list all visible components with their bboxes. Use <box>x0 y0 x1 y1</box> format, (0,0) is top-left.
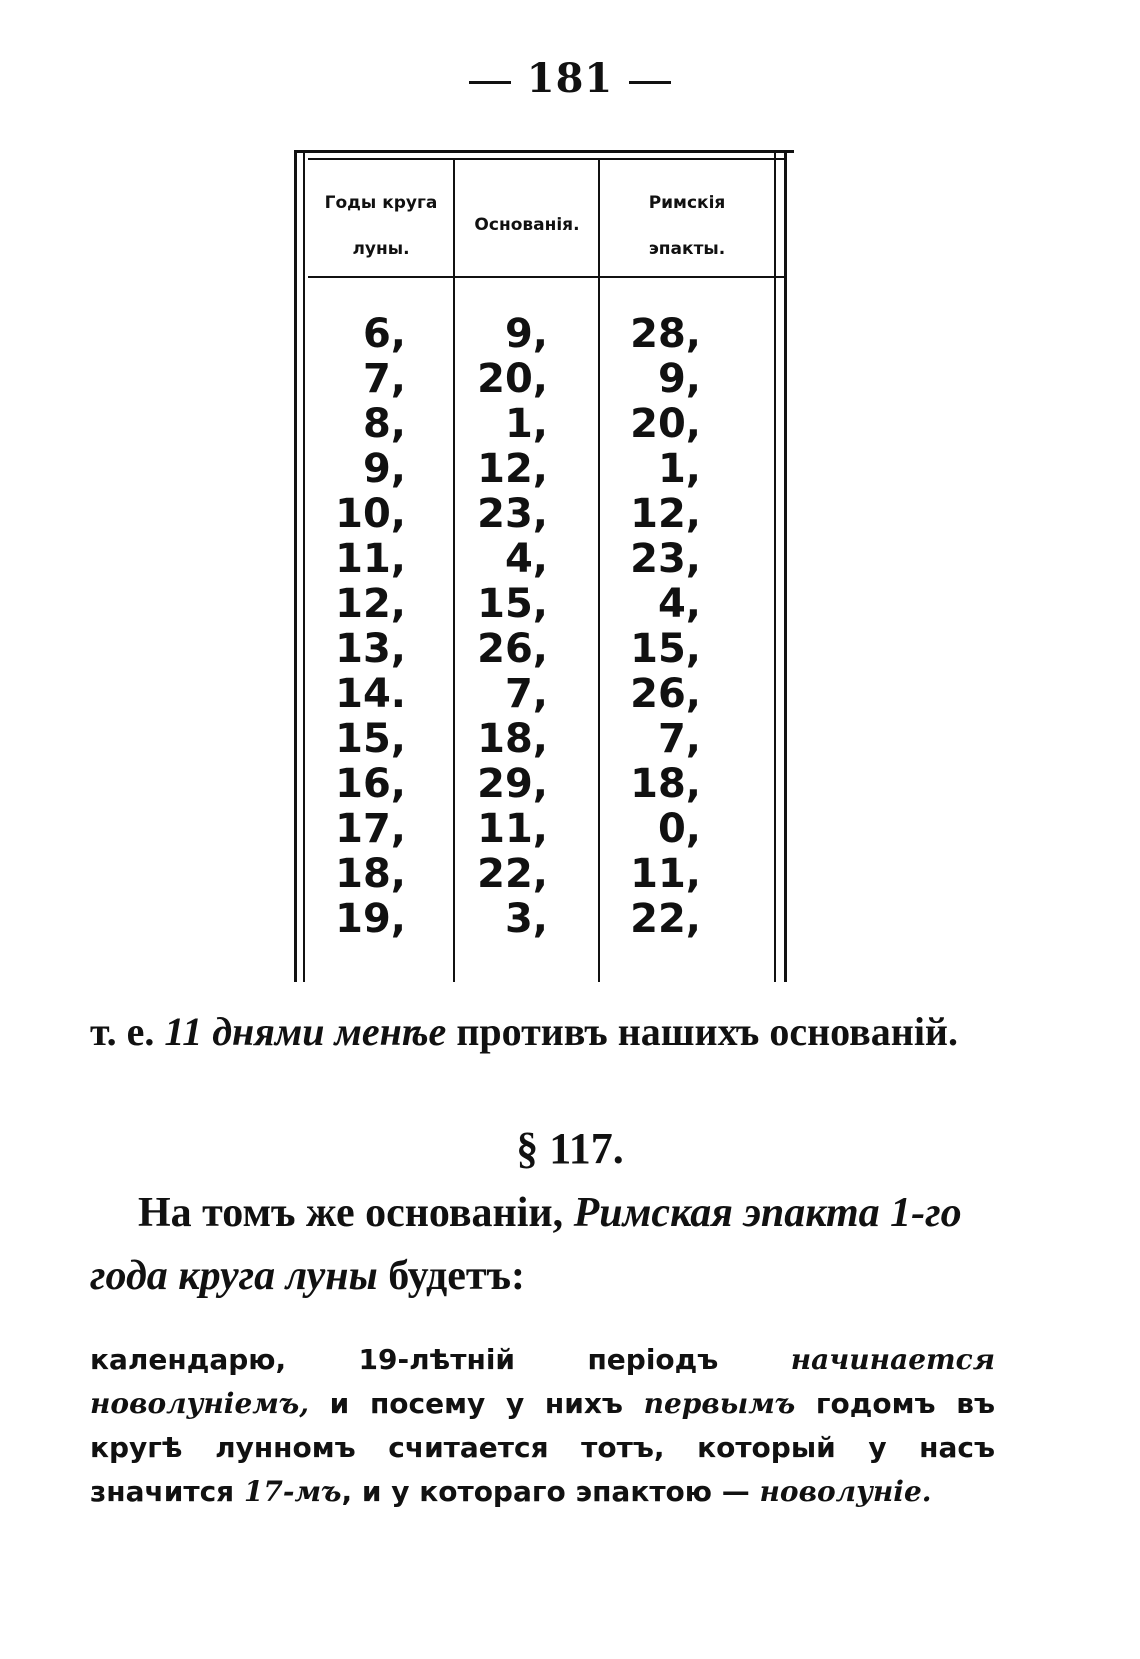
year-cell: 15, <box>335 716 406 762</box>
epact-cell: 22, <box>630 896 701 942</box>
epact-cell: 1, <box>657 446 701 492</box>
base-cell: 29, <box>477 761 548 807</box>
year-cell: 12, <box>335 581 406 627</box>
year-cell: 9, <box>362 446 406 492</box>
base-cell: 7, <box>504 671 548 717</box>
year-cell: 14. <box>335 671 406 717</box>
epact-cell: 23, <box>630 536 701 582</box>
epact-cell: 0, <box>657 806 701 852</box>
year-cell: 16, <box>335 761 406 807</box>
column-divider-2 <box>598 158 600 982</box>
table-top-rule-inner <box>308 158 784 160</box>
column-years <box>318 312 406 942</box>
epact-cell: 7, <box>657 716 701 762</box>
dash-left <box>469 81 511 84</box>
header-years: Годы круга луны. <box>324 193 438 259</box>
base-cell: 9, <box>504 311 548 357</box>
year-cell: 19, <box>335 896 406 942</box>
base-cell: 23, <box>477 491 548 537</box>
epact-cell: 28, <box>630 311 701 357</box>
header-bases: Основанія. <box>474 215 580 235</box>
page-number: 181 <box>0 55 1140 102</box>
base-cell: 11, <box>477 806 548 852</box>
paragraph-2: На томъ же основаніи, Римская эпакта 1-го года круга луны будетъ: <box>90 1190 962 1299</box>
column-epacts <box>615 312 701 942</box>
base-cell: 1, <box>504 401 548 447</box>
epact-cell: 4, <box>657 581 701 627</box>
table-left-border <box>294 150 297 982</box>
base-cell: 18, <box>477 716 548 762</box>
base-cell: 12, <box>477 446 548 492</box>
epact-cell: 12, <box>630 491 701 537</box>
epact-cell: 9, <box>657 356 701 402</box>
base-cell: 26, <box>477 626 548 672</box>
year-cell: 11, <box>335 536 406 582</box>
dash-right <box>629 81 671 84</box>
table-top-rule <box>294 150 794 153</box>
epact-cell: 15, <box>630 626 701 672</box>
column-divider-1 <box>453 158 455 982</box>
base-cell: 15, <box>477 581 548 627</box>
year-cell: 6, <box>362 311 406 357</box>
table-header-rule <box>308 276 784 278</box>
year-cell: 13, <box>335 626 406 672</box>
section-heading: § 117. <box>516 1124 624 1173</box>
year-cell: 7, <box>362 356 406 402</box>
base-cell: 3, <box>504 896 548 942</box>
base-cell: 20, <box>477 356 548 402</box>
footnote: календарю, 19-лѣтній періодъ начинается новолуніемъ, и посему у нихъ первымъ годомъ въ кругѣ лунномъ считается тотъ, который у насъ значится 17-мъ, и у котораго эпактою — новолуніе. <box>90 1343 995 1508</box>
paragraph-1: т. е. 11 днями менѣе противъ нашихъ основаній. <box>90 1009 958 1054</box>
epact-cell: 26, <box>630 671 701 717</box>
epact-cell: 20, <box>630 401 701 447</box>
table-right-inner-border <box>774 150 776 982</box>
header-epacts: Римскія эпакты. <box>648 193 726 259</box>
base-cell: 4, <box>504 536 548 582</box>
base-cell: 22, <box>477 851 548 897</box>
epact-cell: 11, <box>630 851 701 897</box>
column-bases <box>470 312 548 942</box>
table-right-border <box>784 150 787 982</box>
year-cell: 17, <box>335 806 406 852</box>
table-left-inner-border <box>303 150 305 982</box>
year-cell: 18, <box>335 851 406 897</box>
epact-cell: 18, <box>630 761 701 807</box>
year-cell: 10, <box>335 491 406 537</box>
year-cell: 8, <box>362 401 406 447</box>
